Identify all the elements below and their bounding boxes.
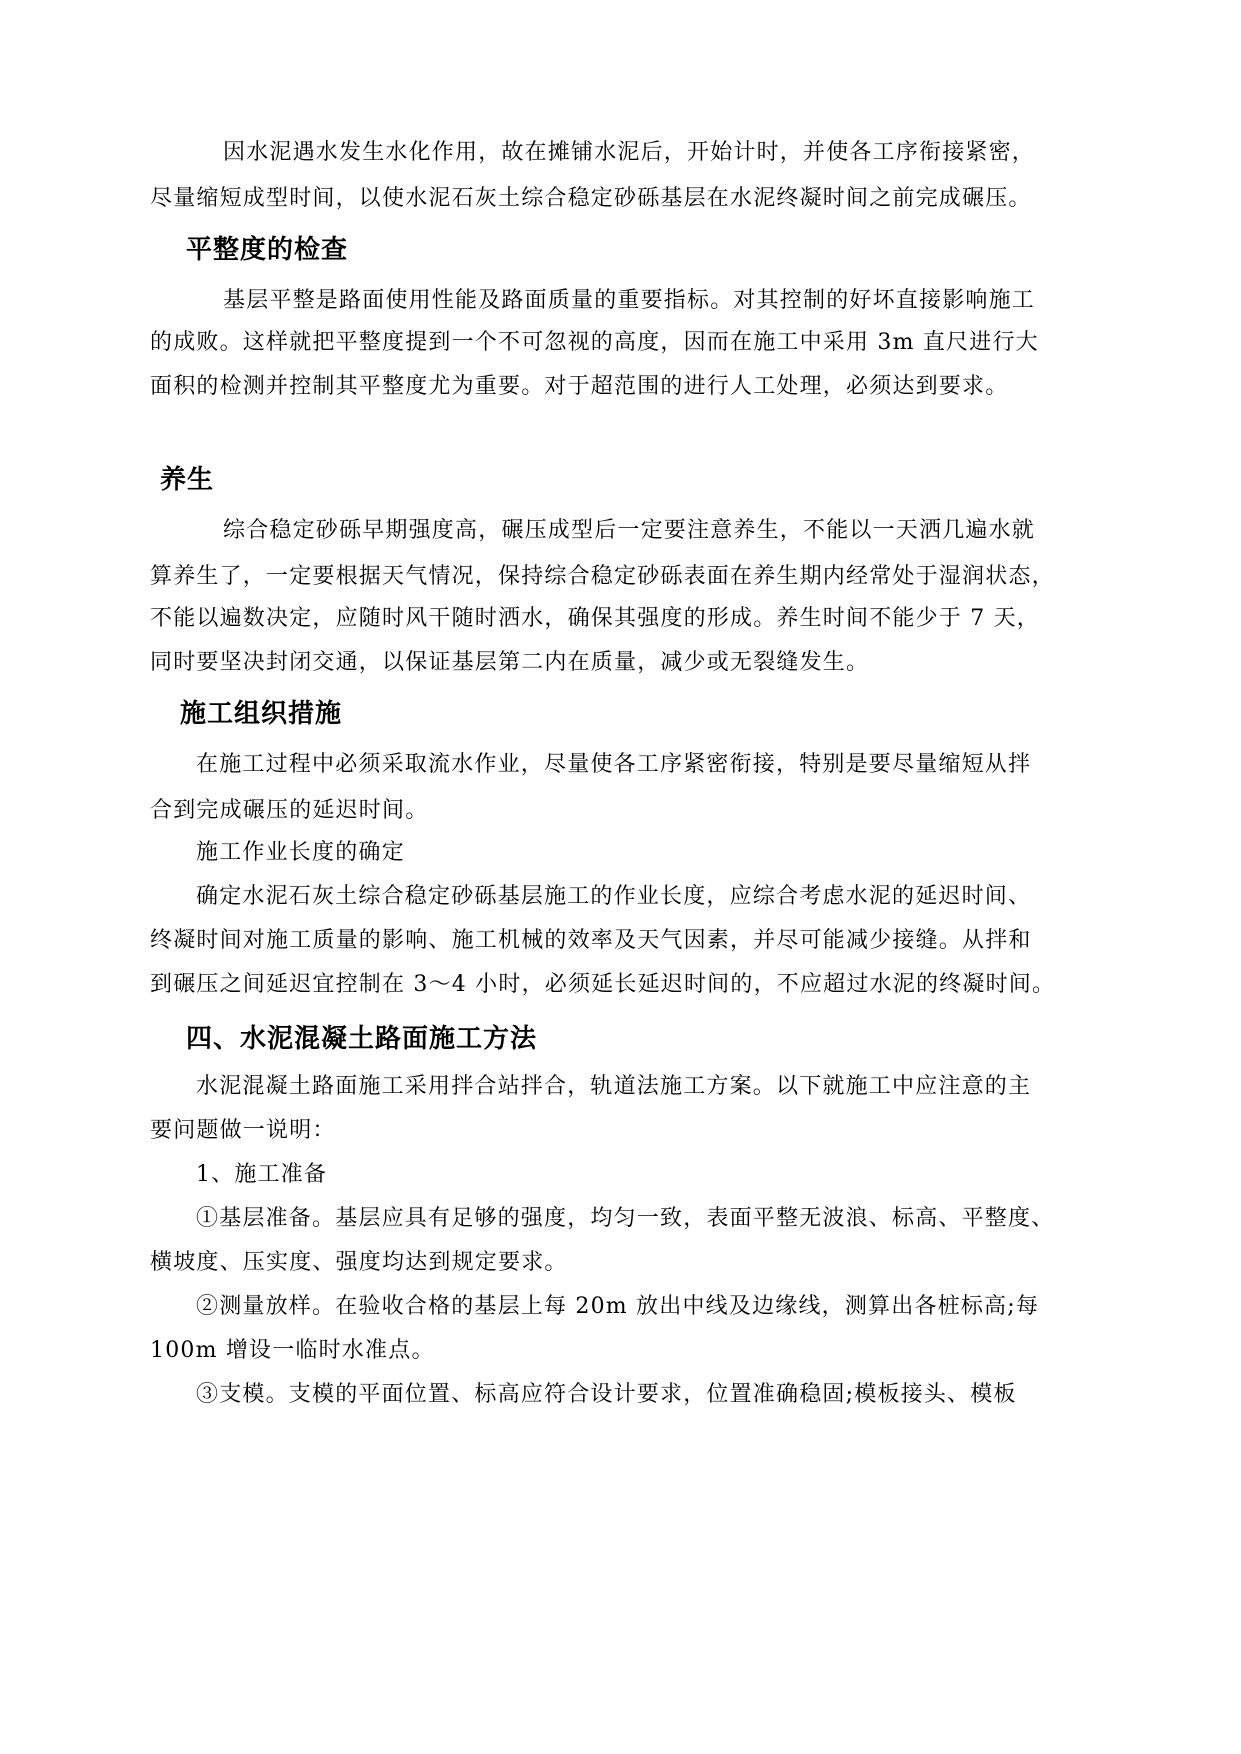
paragraph-line: 算养生了，一定要根据天气情况，保持综合稳定砂砾表面在养生期内经常处于湿润状态， bbox=[150, 564, 1055, 589]
paragraph-line: 1、施工准备 bbox=[196, 1162, 328, 1187]
paragraph-line: 确定水泥石灰土综合稳定砂砾基层施工的作业长度，应综合考虑水泥的延迟时间、 bbox=[196, 884, 1032, 909]
paragraph-line: 水泥混凝土路面施工采用拌合站拌合，轨道法施工方案。以下就施工中应注意的主 bbox=[196, 1074, 1032, 1099]
paragraph-line: ②测量放样。在验收合格的基层上每 20m 放出中线及边缘线，测算出各桩标高;每 bbox=[196, 1294, 1040, 1319]
heading-flatness-check: 平整度的检查 bbox=[186, 235, 349, 265]
paragraph-line: 合到完成碾压的延迟时间。 bbox=[150, 798, 429, 823]
paragraph-line: 不能以遍数决定，应随时风干随时洒水，确保其强度的形成。养生时间不能少于 7 天， bbox=[150, 606, 1040, 631]
heading-section-four: 四、水泥混凝土路面施工方法 bbox=[186, 1024, 538, 1054]
paragraph-line: 的成败。这样就把平整度提到一个不可忽视的高度，因而在施工中采用 3m 直尺进行大 bbox=[150, 330, 1039, 355]
paragraph-line: 100m 增设一临时水准点。 bbox=[150, 1338, 435, 1363]
paragraph-line: 施工作业长度的确定 bbox=[196, 840, 405, 865]
paragraph-line: 到碾压之间延迟宜控制在 3～4 小时，必须延长延迟时间的，不应超过水泥的终凝时间。 bbox=[150, 972, 1056, 997]
paragraph-line: ①基层准备。基层应具有足够的强度，均匀一致，表面平整无波浪、标高、平整度、 bbox=[196, 1206, 1055, 1231]
paragraph-line: 基层平整是路面使用性能及路面质量的重要指标。对其控制的好坏直接影响施工 bbox=[223, 288, 1036, 313]
paragraph-line: 在施工过程中必须采取流水作业，尽量使各工序紧密衔接，特别是要尽量缩短从拌 bbox=[196, 752, 1032, 777]
heading-curing: 养生 bbox=[160, 465, 215, 495]
paragraph-line: ③支模。支模的平面位置、标高应符合设计要求，位置准确稳固;模板接头、模板 bbox=[196, 1382, 1017, 1407]
heading-organization-measures: 施工组织措施 bbox=[180, 699, 343, 729]
paragraph-line: 因水泥遇水发生水化作用，故在摊铺水泥后，开始计时，并使各工序衔接紧密， bbox=[223, 140, 1036, 165]
paragraph-line: 终凝时间对施工质量的影响、施工机械的效率及天气因素，并尽可能减少接缝。从拌和 bbox=[150, 928, 1032, 953]
paragraph-line: 同时要坚决封闭交通，以保证基层第二内在质量，减少或无裂缝发生。 bbox=[150, 650, 870, 675]
paragraph-line: 要问题做一说明： bbox=[150, 1118, 336, 1143]
paragraph-line: 尽量缩短成型时间，以使水泥石灰土综合稳定砂砾基层在水泥终凝时间之前完成碾压。 bbox=[150, 186, 1032, 211]
paragraph-line: 综合稳定砂砾早期强度高，碾压成型后一定要注意养生，不能以一天洒几遍水就 bbox=[223, 518, 1036, 543]
paragraph-line: 面积的检测并控制其平整度尤为重要。对于超范围的进行人工处理，必须达到要求。 bbox=[150, 374, 1009, 399]
paragraph-line: 横坡度、压实度、强度均达到规定要求。 bbox=[150, 1250, 568, 1275]
